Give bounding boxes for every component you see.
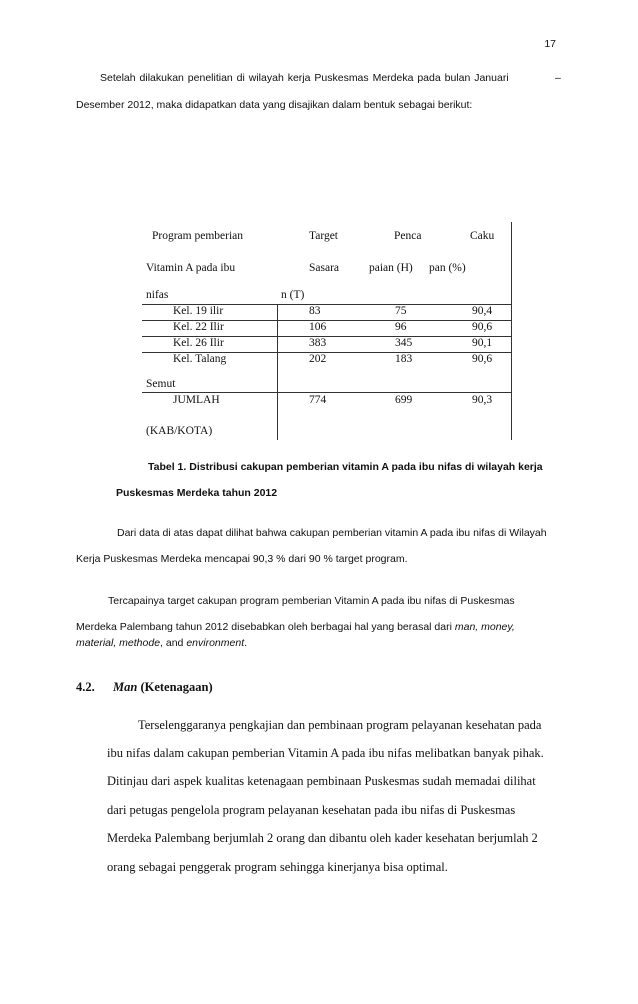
total-name-cont: (KAB/KOTA): [146, 425, 213, 437]
para3-line-3: [76, 637, 247, 649]
row-cakupan: 90,1: [472, 337, 493, 349]
para2-line-1: Dari data di atas dapat dilihat bahwa cakupan pemberian vitamin A pada ibu nifas di Wilayah: [117, 527, 547, 539]
section-number: 4.2.: [76, 680, 95, 694]
para4-line-6: orang sebagai penggerak program sehingga kinerjanya bisa optimal.: [107, 860, 448, 874]
row-name: Kel. 26 Ilir: [173, 337, 224, 349]
para3-line-2-italic: man, money,: [454, 621, 515, 633]
para3-line-2: [76, 621, 515, 633]
row-name-cont: Semut: [146, 378, 176, 390]
para4-line-4: dari petugas pengelola program pelayanan kesehatan pada ibu nifas di Puskesmas: [107, 803, 516, 817]
row-name: Kel. 19 ilir: [173, 305, 224, 317]
header-program-3: nifas: [146, 289, 169, 301]
total-pencapaian: 699: [395, 394, 413, 406]
para4-line-3: Ditinjau dari aspek kualitas ketenagaan pembinaan Puskesmas sudah memadai dilihat: [107, 774, 536, 788]
total-name: JUMLAH: [173, 394, 220, 406]
section-title-rest: (Ketenagaan): [140, 680, 213, 694]
row-pencapaian: 75: [395, 305, 407, 317]
table-rule: [277, 304, 278, 440]
page-number: 17: [544, 38, 556, 50]
table-rule: [142, 392, 511, 393]
para3-line-1: Tercapainya target cakupan program pemberian Vitamin A pada ibu nifas di Puskesmas: [108, 595, 515, 607]
total-target: 774: [309, 394, 327, 406]
para4-line-2: ibu nifas dalam cakupan pemberian Vitamin A pada ibu nifas melibatkan banyak pihak.: [107, 746, 544, 760]
row-pencapaian: 96: [395, 321, 407, 333]
vitamin-a-table: [142, 222, 511, 440]
section-heading: [76, 680, 213, 695]
row-target: 106: [309, 321, 327, 333]
header-cakupan-2: pan (%): [429, 262, 466, 274]
total-cakupan: 90,3: [472, 394, 493, 406]
intro-dash: –: [555, 72, 561, 84]
header-program-2: Vitamin A pada ibu: [146, 262, 236, 274]
para4-line-1: Terselenggaranya pengkajian dan pembinaan program pelayanan kesehatan pada: [138, 718, 542, 732]
row-pencapaian: 345: [395, 337, 413, 349]
para3-italic-2: environment: [186, 637, 245, 649]
para3-italic-1: material, methode: [76, 637, 161, 649]
table-caption-line-2: Puskesmas Merdeka tahun 2012: [116, 487, 278, 499]
intro-line-2: Desember 2012, maka didapatkan data yang disajikan dalam bentuk sebagai berikut:: [76, 99, 473, 111]
row-target: 383: [309, 337, 327, 349]
header-target: Target: [309, 230, 338, 242]
row-cakupan: 90,6: [472, 321, 493, 333]
row-pencapaian: 183: [395, 353, 413, 365]
row-name: Kel. Talang: [173, 353, 227, 365]
header-target-2: Sasara: [309, 262, 340, 274]
row-cakupan: 90,4: [472, 305, 493, 317]
para3-and: , and: [160, 637, 184, 649]
row-target: 202: [309, 353, 327, 365]
header-cakupan: Caku: [470, 230, 495, 242]
header-target-3: n (T): [281, 289, 305, 301]
intro-line-1: Setelah dilakukan penelitian di wilayah kerja Puskesmas Merdeka pada bulan Januari: [100, 72, 509, 84]
section-title-italic: Man: [113, 680, 138, 694]
header-pencapaian-2: paian (H): [369, 262, 413, 274]
table-rule: [511, 222, 512, 440]
row-cakupan: 90,6: [472, 353, 493, 365]
para3-period: .: [244, 637, 248, 649]
table-caption-line-1: Tabel 1. Distribusi cakupan pemberian vitamin A pada ibu nifas di wilayah kerja: [148, 461, 543, 473]
para2-line-2: Kerja Puskesmas Merdeka mencapai 90,3 % dari 90 % target program.: [76, 553, 408, 565]
para3-line-2-text: Merdeka Palembang tahun 2012 disebabkan oleh berbagai hal yang berasal dari: [76, 621, 452, 633]
row-target: 83: [309, 305, 321, 317]
para4-line-5: Merdeka Palembang berjumlah 2 orang dan dibantu oleh kader kesehatan berjumlah 2: [107, 831, 538, 845]
header-program: Program pemberian: [152, 230, 244, 242]
row-name: Kel. 22 Ilir: [173, 321, 224, 333]
header-pencapaian: Penca: [394, 230, 422, 242]
